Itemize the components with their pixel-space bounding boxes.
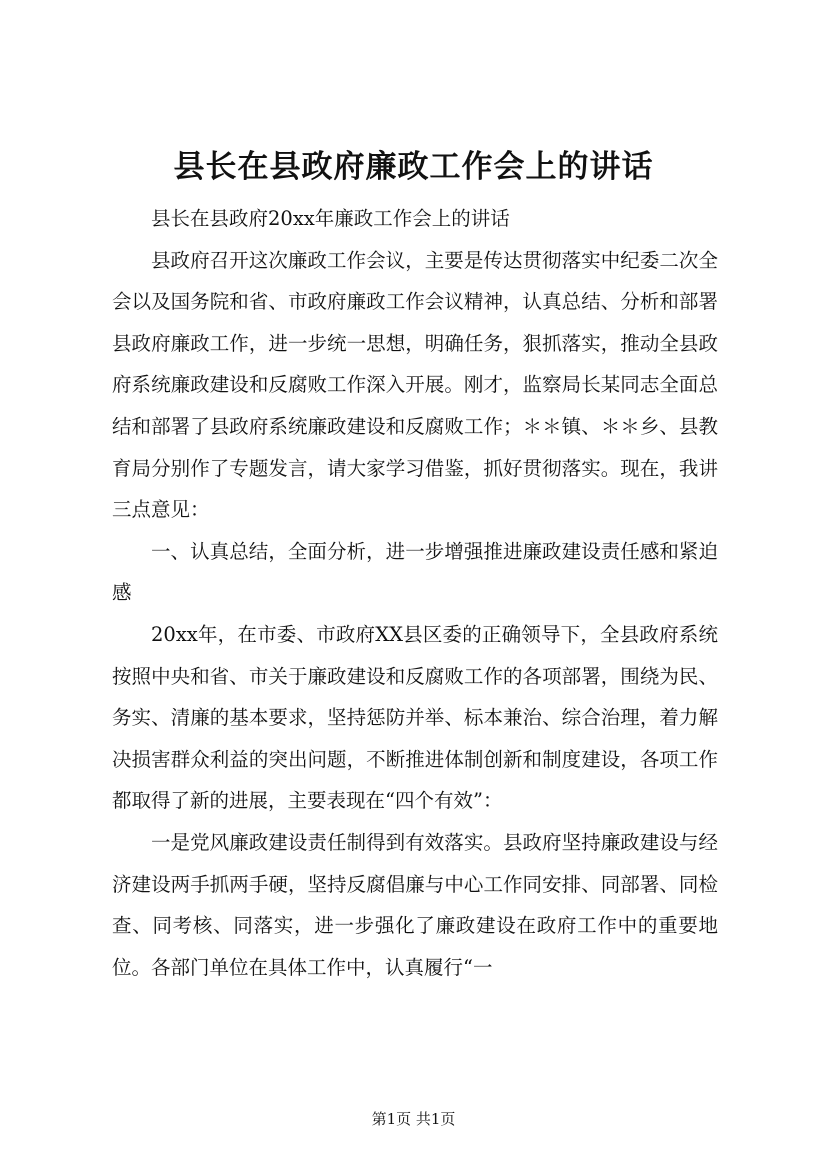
document-title: 县长在县政府廉政工作会上的讲话 <box>173 149 654 185</box>
page-number-footer: 第1页 共1页 <box>371 1110 456 1128</box>
document-body <box>112 198 718 988</box>
intro-paragraph: 县政府召开这次廉政工作会议，主要是传达贯彻落实中纪委二次全会以及国务院和省、市政府廉政工作会议精神，认真总结、分析和部署县政府廉政工作，进一步统一思想，明确任务，狠抓落实，推动全县政府系统廉政建设和反腐败工作深入开展。刚才，监察局长某同志全面总结和部署了县政府系统廉政建设和反腐败工作；＊＊镇、＊＊乡、县教育局分别作了专题发言，请大家学习借鉴，抓好贯彻落实。现在，我讲三点意见： <box>112 248 718 522</box>
section-heading-1: 一、认真总结，全面分析，进一步增强推进廉政建设责任感和紧迫感 <box>112 539 718 605</box>
subtitle-paragraph: 县长在县政府20xx年廉政工作会上的讲话 <box>151 207 510 230</box>
summary-paragraph: 20xx年，在市委、市政府XX县区委的正确领导下，全县政府系统按照中央和省、市关于廉政建设和反腐败工作的各项部署，围绕为民、务实、清廉的基本要求，坚持惩防并举、标本兼治、综合治理，着力解决损害群众利益的突出问题，不断推进体制创新和制度建设，各项工作都取得了新的进展，主要表现在“四个有效”： <box>112 622 718 813</box>
point-one-paragraph: 一是党风廉政建设责任制得到有效落实。县政府坚持廉政建设与经济建设两手抓两手硬，坚持反腐倡廉与中心工作同安排、同部署、同检查、同考核、同落实，进一步强化了廉政建设在政府工作中的重要地位。各部门单位在具体工作中，认真履行“一 <box>112 830 718 979</box>
